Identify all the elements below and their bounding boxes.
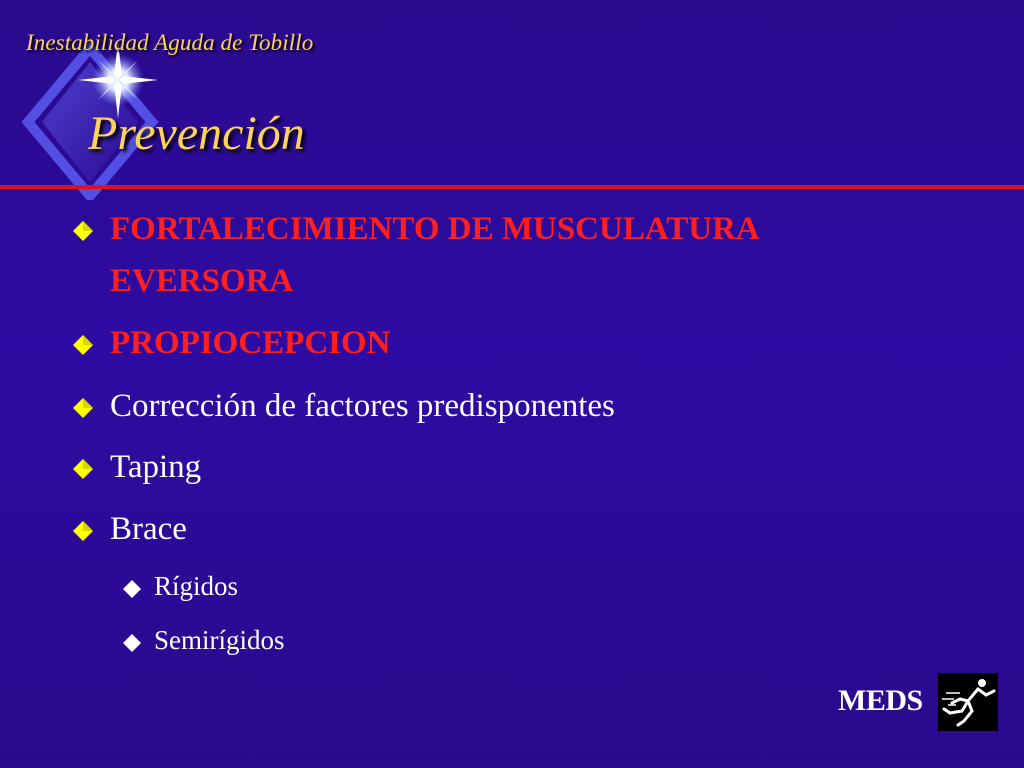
presentation-subtitle: Inestabilidad Aguda de Tobillo xyxy=(26,30,314,55)
slide-title: Prevención xyxy=(88,107,305,160)
bullet-text: FORTALECIMIENTO DE MUSCULATURA EVERSORA xyxy=(110,211,758,299)
bullet-text: Brace xyxy=(110,511,187,547)
bullet-diamond-icon xyxy=(72,380,110,432)
bullet-item xyxy=(72,203,922,307)
brand-name: MEDS xyxy=(838,684,923,717)
bullet-text: PROPIOCEPCION xyxy=(110,325,391,361)
sub-bullet-text: Rígidos xyxy=(154,571,239,601)
title-divider xyxy=(0,185,1024,189)
bullet-text: Corrección de factores predisponentes xyxy=(110,388,615,424)
sub-bullet-item xyxy=(122,566,238,606)
bullet-item xyxy=(72,441,201,493)
bullet-item xyxy=(72,503,187,555)
bullet-item xyxy=(72,380,615,432)
sub-bullet-diamond-icon xyxy=(122,566,154,606)
runner-icon xyxy=(938,673,998,731)
bullet-item xyxy=(72,317,391,369)
bullet-diamond-icon xyxy=(72,503,110,555)
sub-bullet-diamond-icon xyxy=(122,620,154,660)
bullet-text: Taping xyxy=(110,449,202,485)
sub-bullet-text: Semirígidos xyxy=(154,625,285,655)
bullet-diamond-icon xyxy=(72,441,110,493)
bullet-diamond-icon xyxy=(72,203,110,255)
sub-bullet-item xyxy=(122,620,285,660)
bullet-diamond-icon xyxy=(72,317,110,369)
